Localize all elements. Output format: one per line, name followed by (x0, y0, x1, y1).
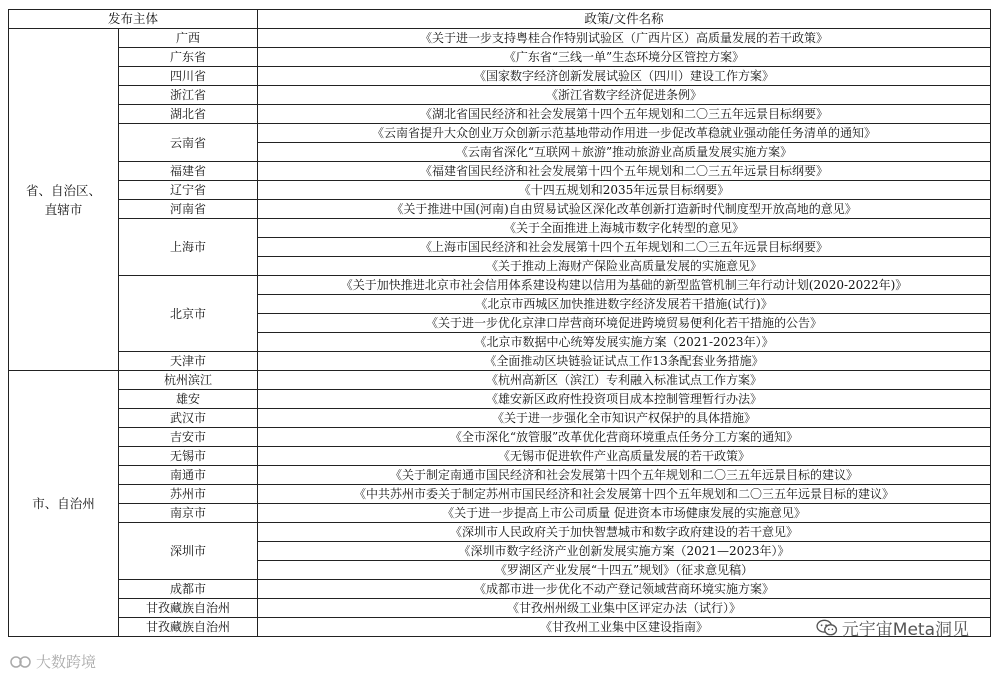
table-row (9, 371, 991, 390)
wechat-icon (816, 619, 838, 637)
document-cell: 《云南省提升大众创业万众创新示范基地带动作用进一步促改革稳就业强动能任务清单的通知》 (258, 124, 991, 143)
table-row (9, 352, 991, 371)
table-row (9, 580, 991, 599)
document-cell: 《北京市西城区加快推进数字经济发展若干措施(试行)》 (258, 295, 991, 314)
publisher-cell: 成都市 (119, 580, 258, 599)
group-label (9, 371, 119, 637)
publisher-cell: 北京市 (119, 276, 258, 352)
publisher-cell: 上海市 (119, 219, 258, 276)
wechat-watermark-text: 元宇宙Meta洞见 (841, 620, 969, 640)
table-row (9, 276, 991, 295)
policy-table (8, 9, 991, 637)
publisher-cell: 河南省 (119, 200, 258, 219)
table-row (9, 409, 991, 428)
document-cell: 《关于进一步强化全市知识产权保护的具体措施》 (258, 409, 991, 428)
table-row (9, 485, 991, 504)
publisher-cell: 辽宁省 (119, 181, 258, 200)
document-cell: 《关于进一步优化京津口岸营商环境促进跨境贸易便利化若干措施的公告》 (258, 314, 991, 333)
publisher-cell: 浙江省 (119, 86, 258, 105)
document-cell: 《福建省国民经济和社会发展第十四个五年规划和二〇三五年远景目标纲要》 (258, 162, 991, 181)
publisher-cell: 雄安 (119, 390, 258, 409)
table-row (9, 181, 991, 200)
corner-watermark-text: 大数跨境 (36, 653, 97, 671)
publisher-cell: 杭州滨江 (119, 371, 258, 390)
document-cell: 《关于进一步提高上市公司质量 促进资本市场健康发展的实施意见》 (258, 504, 991, 523)
publisher-cell: 吉安市 (119, 428, 258, 447)
publisher-cell: 云南省 (119, 124, 258, 162)
policy-table-container (8, 9, 990, 637)
document-cell: 《浙江省数字经济促进条例》 (258, 86, 991, 105)
wechat-watermark (816, 615, 969, 640)
publisher-cell: 广西 (119, 29, 258, 48)
table-row (9, 105, 991, 124)
table-row (9, 29, 991, 48)
group-label-text: 省、自治区、直辖市 (25, 182, 101, 217)
publisher-cell: 四川省 (119, 67, 258, 86)
table-row (9, 504, 991, 523)
brand-logo-icon (10, 654, 32, 670)
table-row (9, 124, 991, 143)
document-cell: 《关于推进中国(河南)自由贸易试验区深化改革创新打造新时代制度型开放高地的意见》 (258, 200, 991, 219)
publisher-cell: 武汉市 (119, 409, 258, 428)
publisher-cell: 南京市 (119, 504, 258, 523)
document-cell: 《深圳市人民政府关于加快智慧城市和数字政府建设的若干意见》 (258, 523, 991, 542)
publisher-cell: 福建省 (119, 162, 258, 181)
document-cell: 《雄安新区政府性投资项目成本控制管理暂行办法》 (258, 390, 991, 409)
document-cell: 《关于推动上海财产保险业高质量发展的实施意见》 (258, 257, 991, 276)
document-cell: 《罗湖区产业发展“十四五”规划》（征求意见稿） (258, 561, 991, 580)
table-row (9, 523, 991, 542)
document-cell: 《甘孜州工业集中区建设指南》 (258, 618, 991, 637)
document-cell: 《关于加快推进北京市社会信用体系建设构建以信用为基础的新型监管机制三年行动计划(2020-2022年)》 (258, 276, 991, 295)
publisher-cell: 苏州市 (119, 485, 258, 504)
document-cell: 《深圳市数字经济产业创新发展实施方案（2021—2023年）》 (258, 542, 991, 561)
header-publisher: 发布主体 (9, 10, 258, 29)
table-row (9, 219, 991, 238)
table-row (9, 67, 991, 86)
group-label-text: 市、自治州 (32, 496, 95, 511)
table-row (9, 162, 991, 181)
publisher-cell: 甘孜藏族自治州 (119, 618, 258, 637)
table-row (9, 466, 991, 485)
publisher-cell: 天津市 (119, 352, 258, 371)
table-row (9, 86, 991, 105)
group-label (9, 29, 119, 371)
table-row (9, 48, 991, 67)
document-cell: 《上海市国民经济和社会发展第十四个五年规划和二〇三五年远景目标纲要》 (258, 238, 991, 257)
publisher-cell: 无锡市 (119, 447, 258, 466)
header-document: 政策/文件名称 (258, 10, 991, 29)
publisher-cell: 广东省 (119, 48, 258, 67)
publisher-cell: 甘孜藏族自治州 (119, 599, 258, 618)
document-cell: 《中共苏州市委关于制定苏州市国民经济和社会发展第十四个五年规划和二〇三五年远景目标的建议》 (258, 485, 991, 504)
document-cell: 《十四五规划和2035年远景目标纲要》 (258, 181, 991, 200)
document-cell: 《关于制定南通市国民经济和社会发展第十四个五年规划和二〇三五年远景目标的建议》 (258, 466, 991, 485)
table-row (9, 390, 991, 409)
document-cell: 《甘孜州州级工业集中区评定办法（试行）》 (258, 599, 991, 618)
table-body (9, 29, 991, 637)
document-cell: 《全市深化“放管服”改革优化营商环境重点任务分工方案的通知》 (258, 428, 991, 447)
document-cell: 《湖北省国民经济和社会发展第十四个五年规划和二〇三五年远景目标纲要》 (258, 105, 991, 124)
document-cell: 《国家数字经济创新发展试验区（四川）建设工作方案》 (258, 67, 991, 86)
document-cell: 《全面推动区块链验证试点工作13条配套业务措施》 (258, 352, 991, 371)
publisher-cell: 深圳市 (119, 523, 258, 580)
document-cell: 《云南省深化“互联网＋旅游”推动旅游业高质量发展实施方案》 (258, 143, 991, 162)
document-cell: 《成都市进一步优化不动产登记领域营商环境实施方案》 (258, 580, 991, 599)
table-row (9, 428, 991, 447)
document-cell: 《关于进一步支持粤桂合作特别试验区（广西片区）高质量发展的若干政策》 (258, 29, 991, 48)
table-row (9, 447, 991, 466)
document-cell: 《杭州高新区（滨江）专利融入标准试点工作方案》 (258, 371, 991, 390)
document-cell: 《关于全面推进上海城市数字化转型的意见》 (258, 219, 991, 238)
document-cell: 《无锡市促进软件产业高质量发展的若干政策》 (258, 447, 991, 466)
corner-watermark (10, 651, 96, 672)
table-row (9, 200, 991, 219)
publisher-cell: 南通市 (119, 466, 258, 485)
document-cell: 《广东省“三线一单”生态环境分区管控方案》 (258, 48, 991, 67)
document-cell: 《北京市数据中心统筹发展实施方案（2021-2023年）》 (258, 333, 991, 352)
publisher-cell: 湖北省 (119, 105, 258, 124)
header-row (9, 10, 991, 29)
